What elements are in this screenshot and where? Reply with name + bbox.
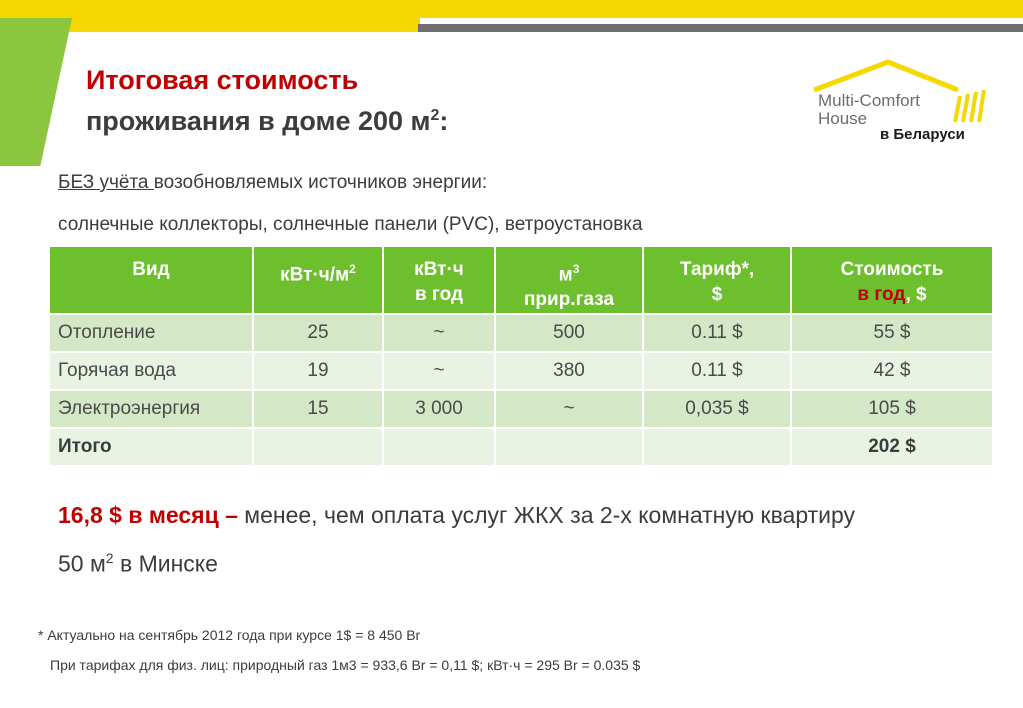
cell-name: Горячая вода [49, 352, 253, 390]
footnote-2: При тарифах для физ. лиц: природный газ 1м3 = 933,6 Br = 0,11 $; кВт·ч = 295 Br = 0.035 $ [50, 657, 641, 673]
title-line2 [86, 98, 448, 139]
summary-line2-prefix: 50 м [58, 550, 106, 577]
cell-cost: 105 $ [791, 390, 993, 428]
header-kwh-year-l2: в год [414, 284, 464, 305]
subtitle-line1 [58, 172, 487, 194]
header-gas-l1: м [558, 264, 573, 286]
header-kwh-m2 [253, 246, 383, 314]
header-cost [791, 246, 993, 314]
subtitle-line2: солнечные коллекторы, солнечные панели (PVC), ветроустановка [58, 214, 643, 235]
cell-cost: 42 $ [791, 352, 993, 390]
cell-tariff: 0.11 $ [643, 352, 791, 390]
header-kwh-year-l1: кВт·ч [414, 259, 464, 280]
cell-kwh-year: ~ [383, 314, 495, 352]
monthly-summary-line2 [58, 550, 218, 578]
cell-kwh-m2: 25 [253, 314, 383, 352]
green-slant-decoration [0, 18, 72, 166]
title-line2-text: проживания в доме 200 м [86, 106, 431, 136]
cell-kwh-m2: 15 [253, 390, 383, 428]
page-title [86, 62, 448, 139]
cell-empty [643, 428, 791, 466]
cell-tariff: 0,035 $ [643, 390, 791, 428]
subtitle-rest: возобновляемых источников энергии: [153, 172, 488, 193]
cell-gas: ~ [495, 390, 643, 428]
table-header-row [49, 246, 993, 314]
table-row [49, 314, 993, 352]
logo-line2: House [818, 109, 868, 128]
top-gray-stripe [418, 24, 1023, 32]
footnote-1: * Актуально на сентябрь 2012 года при курсе 1$ = 8 450 Br [38, 627, 421, 643]
header-kwh-m2-sup: 2 [349, 262, 356, 276]
cost-table [48, 245, 994, 467]
subtitle-underlined: БЕЗ учёта [58, 172, 154, 193]
header-kwh-m2-text: кВт·ч/м [280, 264, 350, 286]
cell-kwh-m2: 19 [253, 352, 383, 390]
summary-line2-suffix: в Минске [113, 550, 218, 577]
table-row [49, 352, 993, 390]
cell-empty [253, 428, 383, 466]
header-vid: Вид [49, 246, 253, 314]
header-cost-l2-rest: , $ [905, 284, 927, 305]
cell-kwh-year: ~ [383, 352, 495, 390]
table-row [49, 390, 993, 428]
header-gas-l2: прир.газа [523, 289, 615, 311]
cell-empty [383, 428, 495, 466]
cell-gas: 500 [495, 314, 643, 352]
summary-line2-sup: 2 [105, 550, 114, 566]
header-gas-sup: 3 [572, 262, 580, 276]
header-cost-l1: Стоимость [840, 259, 944, 280]
monthly-highlight: 16,8 $ в месяц – [58, 502, 238, 528]
title-line1: Итоговая стоимость [86, 65, 359, 95]
cell-name: Электроэнергия [49, 390, 253, 428]
cell-tariff: 0.11 $ [643, 314, 791, 352]
table-total-row [49, 428, 993, 466]
monthly-summary [58, 502, 855, 529]
cell-kwh-year: 3 000 [383, 390, 495, 428]
header-kwh-year [383, 246, 495, 314]
cell-total-cost: 202 $ [791, 428, 993, 466]
cell-total-label: Итого [49, 428, 253, 466]
header-gas [495, 246, 643, 314]
cell-name: Отопление [49, 314, 253, 352]
header-cost-l2-red: в год [857, 284, 906, 305]
multi-comfort-logo [812, 58, 992, 148]
monthly-rest: менее, чем оплата услуг ЖКХ за 2-х комнатную квартиру [237, 502, 856, 528]
logo-line1: Multi-Comfort [818, 91, 921, 110]
header-tariff-l2: $ [711, 284, 723, 305]
title-sup: 2 [430, 107, 440, 124]
logo-line3: в Беларуси [880, 126, 965, 143]
header-tariff-l1: Тариф*, [679, 259, 755, 280]
cell-cost: 55 $ [791, 314, 993, 352]
cell-gas: 380 [495, 352, 643, 390]
header-tariff [643, 246, 791, 314]
cell-empty [495, 428, 643, 466]
title-colon: : [439, 106, 449, 136]
